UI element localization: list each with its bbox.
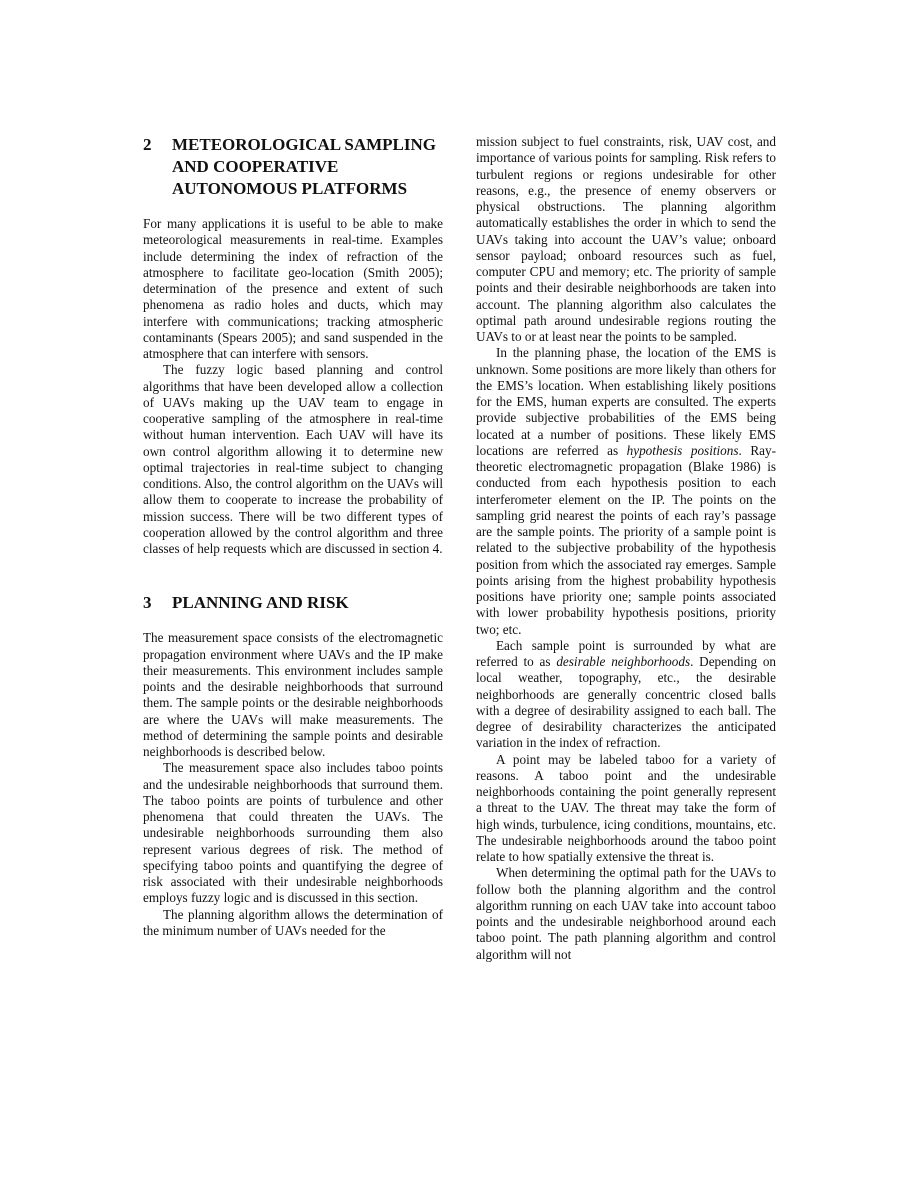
left-column (143, 134, 443, 939)
right-paragraph-1: mission subject to fuel constraints, risk, UAV cost, and importance of various points for sampling. Risk refers to turbulent regions or regions undesirable for other reasons, e.g., the presence of enemy observers or physical obstructions. The planning algorithm automatically establishes the order in which to send the UAVs taking into account the UAV’s value; onboard sensor payload; onboard resources such as fuel, computer CPU and memory; etc. The priority of sample points and their desirable neighborhoods are taken into account. The planning algorithm also calculates the optimal path around undesirable regions routing the UAVs to or at least near the points to be sampled. (476, 134, 776, 344)
section-3-title: PLANNING AND RISK (172, 593, 349, 613)
term-desirable-neighborhoods: desirable neighborhoods (556, 654, 691, 669)
right-paragraph-3 (476, 638, 776, 752)
section-3-paragraph-3: The planning algorithm allows the determination of the minimum number of UAVs needed for the (143, 906, 443, 938)
right-column (476, 134, 776, 963)
section-2-paragraph-1: For many applications it is useful to be able to make meteorological measurements in real-time. Examples include determining the index of refraction of the atmosphere to facilitate geo-location (Smith 2005); determination of the presence and extent of such phenomena as radio holes and ducts, which may interfere with communications; tracking atmospheric contaminants (Spears 2005); and sand suspended in the atmosphere that can interfere with sensors. (143, 216, 443, 361)
right-paragraph-5: When determining the optimal path for the UAVs to follow both the planning algorithm and the control algorithm running on each UAV take into account taboo points and the undesirable neighborhood around each taboo point. The path planning algorithm and control algorithm will not (476, 865, 776, 962)
section-3-paragraph-1: The measurement space consists of the electromagnetic propagation environment where UAVs and the IP make their measurements. This environment includes sample points and the desirable neighborhoods that surround them. The sample points or the desirable neighborhoods are where the UAVs will make measurements. The method of determining the sample points and desirable neighborhoods is described below. (143, 630, 443, 759)
section-3-paragraph-2: The measurement space also includes taboo points and the undesirable neighborhoods that surround them. The taboo points are points of turbulence and other phenomena that could threaten the UAVs. The undesirable neighborhoods surrounding them also represent various degrees of risk. The method of specifying taboo points and quantifying the degree of risk associated with their undesirable neighborhoods employs fuzzy logic and is discussed in this section. (143, 760, 443, 906)
right-paragraph-4: A point may be labeled taboo for a variety of reasons. A taboo point and the undesirable neighborhoods containing the point generally represent a threat to the UAV. The threat may take the form of high winds, turbulence, icing conditions, mountains, etc. The undesirable neighborhoods around the taboo point relate to how spatially extensive the threat is. (476, 751, 776, 864)
right-paragraph-2 (476, 345, 776, 638)
section-3-heading (143, 592, 443, 614)
term-hypothesis-positions: hypothesis positions (626, 442, 739, 458)
right-paragraph-2-text-a: In the planning phase, the location of the EMS is unknown. Some positions are more likely than others for the EMS’s location. When establishing likely positions for the EMS, human experts are consulted. The experts provide subjective probabilities of the EMS being located at a number of positions. These likely EMS locations are referred as (476, 345, 776, 458)
section-2-title: METEOROLOGICAL SAMPLING AND COOPERATIVE AUTONOMOUS PLATFORMS (172, 135, 437, 198)
section-3-number: 3 (143, 593, 152, 613)
right-paragraph-3-text-a: Each sample point is surrounded by what are referred to as (476, 637, 776, 669)
section-2-number: 2 (143, 135, 152, 154)
right-paragraph-2-text-b: . Ray-theoretic electromagnetic propagation (Blake 1986) is conducted from each hypothesis position to each interferometer element on the IP. The points on the sampling grid nearest the points of each ray’s passage are the sample points. The priority of a sample point is related to the subjective probability of the hypothesis position from which the associated ray emerges. Sample points arising from the highest probability hypothesis positions have priority one; sample points associated with lower probability hypothesis positions, priority two; etc. (476, 442, 776, 637)
section-2-paragraph-2: The fuzzy logic based planning and control algorithms that have been developed allow a collection of UAVs making up the UAV team to engage in cooperative sampling of the atmosphere in real-time without human intervention. Each UAV will have its own control algorithm allowing it to determine new optimal trajectories in real-time subject to changing conditions. Also, the control algorithm on the UAVs will allow them to cooperate to increase the probability of mission success. There will be two different types of cooperation allowed by the control algorithm and three classes of help requests which are discussed in section 4. (143, 362, 443, 556)
section-2-heading (143, 134, 443, 200)
right-paragraph-3-text-b: . Depending on local weather, topography, etc., the desirable neighborhoods are generally concentric closed balls with a degree of desirability assigned to each ball. The degree of desirability characterizes the anticipated variation in the index of refraction. (476, 654, 777, 751)
